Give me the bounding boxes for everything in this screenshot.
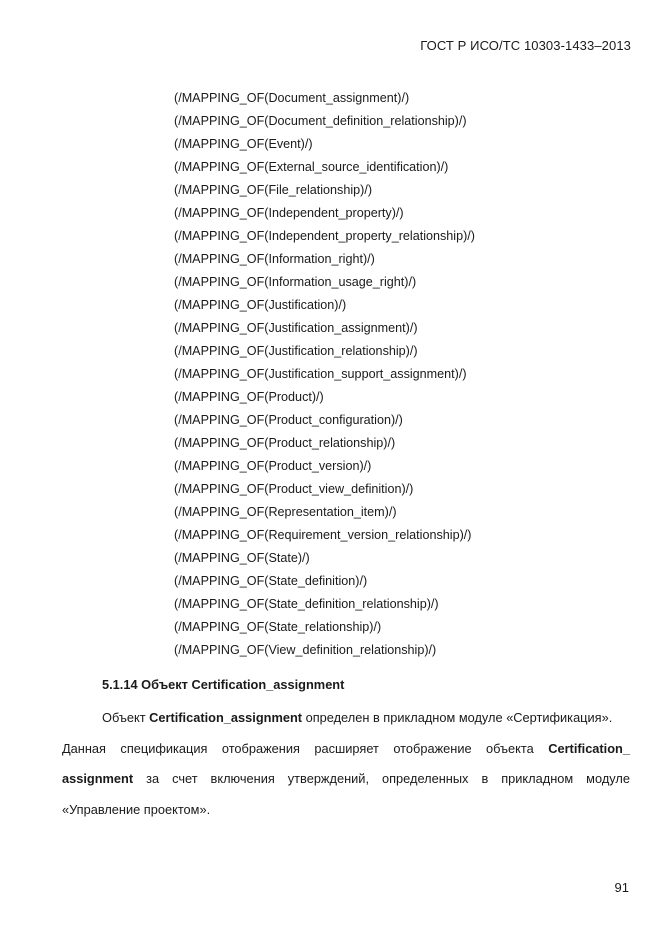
mapping-item: (/MAPPING_OF(Independent_property)/) bbox=[174, 206, 404, 220]
mapping-item: (/MAPPING_OF(State_definition)/) bbox=[174, 574, 368, 588]
section-heading: 5.1.14 Объект Certification_assignment bbox=[102, 677, 345, 692]
mapping-item: (/MAPPING_OF(Justification_support_assignment)/) bbox=[174, 367, 467, 381]
mapping-item: (/MAPPING_OF(Document_assignment)/) bbox=[174, 91, 410, 105]
mapping-item: (/MAPPING_OF(Requirement_version_relationship)/) bbox=[174, 528, 472, 542]
mapping-item: (/MAPPING_OF(Justification)/) bbox=[174, 298, 347, 312]
mapping-item: (/MAPPING_OF(Justification_relationship)/) bbox=[174, 344, 418, 358]
mapping-item: (/MAPPING_OF(Product)/) bbox=[174, 390, 324, 404]
section-paragraph bbox=[62, 703, 630, 825]
page-number: 91 bbox=[614, 880, 629, 895]
entity-name: Certification_ bbox=[548, 740, 630, 756]
paragraph-line bbox=[62, 734, 630, 765]
mapping-item: (/MAPPING_OF(Event)/) bbox=[174, 137, 313, 151]
paragraph-line bbox=[62, 764, 630, 795]
mapping-item: (/MAPPING_OF(Information_usage_right)/) bbox=[174, 275, 417, 289]
mapping-item: (/MAPPING_OF(Representation_item)/) bbox=[174, 505, 397, 519]
mapping-item: (/MAPPING_OF(State_relationship)/) bbox=[174, 620, 382, 634]
text-span: Данная спецификация отображения расширяет отображение объекта bbox=[62, 740, 549, 756]
mapping-item: (/MAPPING_OF(State_definition_relationship)/) bbox=[174, 597, 439, 611]
mapping-item: (/MAPPING_OF(Justification_assignment)/) bbox=[174, 321, 418, 335]
entity-name: Certification_assignment bbox=[149, 710, 303, 725]
mapping-item: (/MAPPING_OF(External_source_identification)/) bbox=[174, 160, 449, 174]
mapping-item: (/MAPPING_OF(Product_version)/) bbox=[174, 459, 372, 473]
mapping-item: (/MAPPING_OF(View_definition_relationship)/) bbox=[174, 643, 437, 657]
mapping-item: (/MAPPING_OF(Information_right)/) bbox=[174, 252, 375, 266]
mapping-item: (/MAPPING_OF(Independent_property_relationship)/) bbox=[174, 229, 475, 243]
mapping-item: (/MAPPING_OF(Document_definition_relationship)/) bbox=[174, 114, 467, 128]
text-span: Объект bbox=[102, 710, 150, 725]
mapping-item: (/MAPPING_OF(File_relationship)/) bbox=[174, 183, 373, 197]
mapping-list bbox=[174, 87, 475, 662]
document-header: ГОСТ Р ИСО/ТС 10303-1433–2013 bbox=[420, 38, 631, 53]
mapping-item: (/MAPPING_OF(Product_view_definition)/) bbox=[174, 482, 414, 496]
mapping-item: (/MAPPING_OF(Product_configuration)/) bbox=[174, 413, 403, 427]
entity-name: assignment bbox=[62, 771, 134, 786]
paragraph-line bbox=[62, 703, 630, 734]
mapping-item: (/MAPPING_OF(State)/) bbox=[174, 551, 310, 565]
mapping-item: (/MAPPING_OF(Product_relationship)/) bbox=[174, 436, 396, 450]
text-span: за счет включения утверждений, определенных в прикладном модуле bbox=[133, 771, 630, 786]
paragraph-line: «Управление проектом». bbox=[62, 801, 211, 817]
text-span: определен в прикладном модуле «Сертификация». bbox=[302, 710, 613, 725]
